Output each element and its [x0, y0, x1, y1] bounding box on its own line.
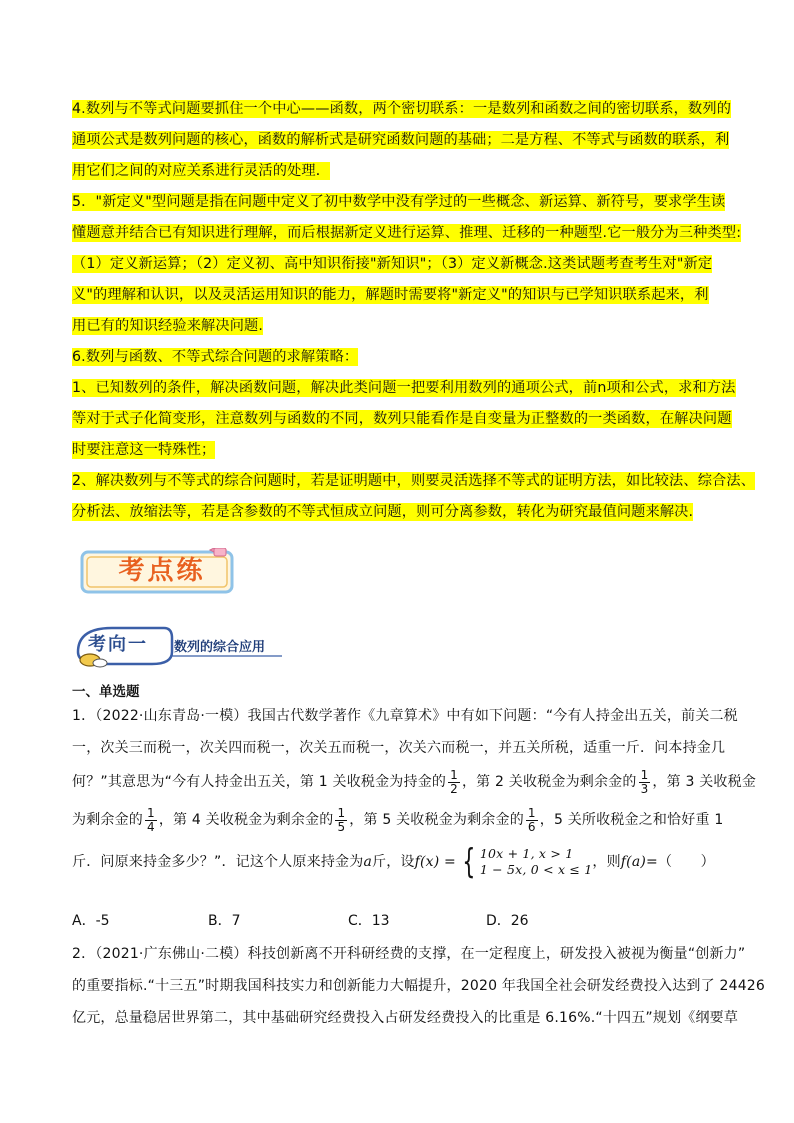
summary-line: 用它们之间的对应关系进行灵活的处理．: [72, 163, 331, 179]
question-line: 一，次关三而税一，次关四而税一，次关五而税一，次关六而税一，并五关所税，适重一斤．问本持金几: [72, 740, 726, 756]
option-d[interactable]: D．26: [486, 913, 529, 929]
option-b[interactable]: B．7: [208, 913, 241, 929]
summary-line: 5．"新定义"型问题是指在问题中定义了初中数学中没有学过的一些概念、新运算、新符号，要求学生读: [72, 194, 726, 210]
summary-line: （1）定义新运算；（2）定义初、高中知识衔接"新知识"；（3）定义新概念.这类试题考查考生对"新定: [72, 256, 713, 272]
option-a[interactable]: A．-5: [72, 913, 110, 929]
question-line: 何？”其意思为“今有人持金出五关，第 1 关收税金为持金的 $\frac{1}{2}$ ，第 2 关收税金为剩余金的 $\frac{1}{3}$ ，第 3 关收税金: [72, 767, 757, 796]
piecewise-function: { 10x + 1, x > 1 1 − 5x, 0 < x ≤ 1: [462, 842, 593, 882]
summary-line: 分析法、放缩法等，若是含参数的不等式恒成立问题，则可分离参数，转化为研究最值问题来解决.: [72, 504, 694, 520]
summary-line: 义"的理解和认识，以及灵活运用知识的能力，解题时需要将"新定义"的知识与已学知识联系起来，利: [72, 287, 709, 303]
summary-line: 4.数列与不等式问题要抓住一个中心——函数，两个密切联系：一是数列和函数之间的密切联系，数列的: [72, 101, 732, 117]
subsection-title: 数列的综合应用: [174, 640, 266, 655]
question-line: 为剩余金的 $\frac{1}{4}$ ，第 4 关收税金为剩余金的 $\frac{1}{5}$ ，第 5 关收税金为剩余金的 $\frac{1}{6}$ ，5 关所收税金之和恰好重 1: [72, 805, 724, 834]
question-2: [72, 938, 766, 1034]
summary-line: 通项公式是数列问题的核心，函数的解析式是研究函数问题的基础；二是方程、不等式与函数的联系，利: [72, 132, 730, 148]
summary-line: 时要注意这一特殊性；: [72, 442, 216, 458]
question-1: [72, 700, 757, 884]
fraction: $\frac{1}{3}$: [640, 767, 649, 796]
question-type-heading: 一、单选题: [72, 684, 140, 700]
subsection-tag: 考向一: [88, 634, 148, 655]
section-badge: [78, 548, 238, 594]
question-line: 1．（2022·山东青岛·一模）我国古代数学著作《九章算术》中有如下问题：“今有人持金出五关，前关二税: [72, 708, 738, 724]
summary-line: 2、解决数列与不等式的综合问题时，若是证明题中，则要灵活选择不等式的证明方法，如比较法、综合法、: [72, 473, 756, 489]
question-line: 亿元，总量稳居世界第二，其中基础研究经费投入占研发经费投入的比重是 6.16%.“十四五”规划《纲要草: [72, 1010, 739, 1026]
summary-block: [72, 94, 756, 528]
summary-line: 用已有的知识经验来解决问题.: [72, 318, 264, 334]
subsection-badge: [72, 622, 292, 670]
question-line: 斤．问原来持金多少？”．记这个人原来持金为a斤，设f(x) = { 10x + 1, x > 1 1 − 5x, 0 < x ≤ 1 ，则f(a)=（ ）: [72, 842, 715, 882]
question-line: 的重要指标.“十三五”时期我国科技实力和创新能力大幅提升，2020 年我国全社会研发经费投入达到了 24426: [72, 978, 766, 994]
section-badge-label: 考点练: [118, 556, 206, 586]
summary-line: 等对于式子化简变形，注意数列与函数的不同，数列只能看作是自变量为正整数的一类函数，在解决问题: [72, 411, 732, 427]
question-line: 2．（2021·广东佛山·二模）科技创新离不开科研经费的支撑，在一定程度上，研发投入被视为衡量“创新力”: [72, 946, 746, 962]
fraction: $\frac{1}{4}$: [147, 805, 155, 834]
summary-line: 6.数列与函数、不等式综合问题的求解策略：: [72, 349, 359, 365]
fraction: $\frac{1}{5}$: [337, 805, 346, 834]
option-c[interactable]: C．13: [348, 913, 390, 929]
summary-line: 懂题意并结合已有知识进行理解，而后根据新定义进行运算、推理、迁移的一种题型.它一般分为三种类型:: [72, 225, 742, 241]
fraction: $\frac{1}{6}$: [527, 805, 536, 834]
summary-line: 1、已知数列的条件，解决函数问题，解决此类问题一把要利用数列的通项公式，前n项和公式，求和方法: [72, 380, 736, 396]
fraction: $\frac{1}{2}$: [450, 767, 458, 796]
